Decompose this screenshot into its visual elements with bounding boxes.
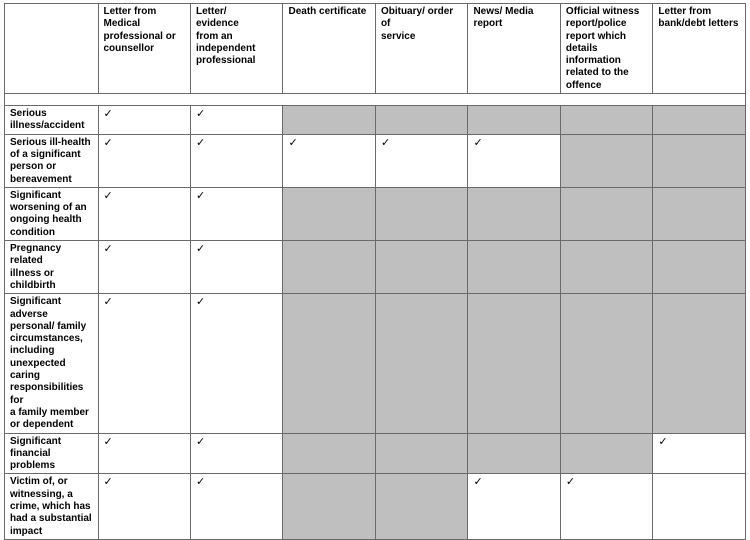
column-header-line: Obituary/ order <box>380 6 454 17</box>
checkmark-icon: ✓ <box>288 136 298 149</box>
column-header-line: professional or <box>103 30 176 42</box>
checkmark-icon: ✓ <box>103 435 113 448</box>
column-header-line: report/police <box>565 18 627 30</box>
shaded-cell <box>560 187 652 240</box>
checked-cell <box>98 433 190 474</box>
row-label <box>5 106 99 135</box>
header-row <box>5 4 746 94</box>
column-header-line: Letter from <box>658 6 712 17</box>
shaded-cell <box>560 106 652 135</box>
checkmark-icon: ✓ <box>380 136 391 149</box>
evidence-requirements-table <box>4 3 746 540</box>
checkmark-icon: ✓ <box>195 243 206 256</box>
column-header <box>653 4 746 94</box>
column-header-line: Medical <box>103 18 141 30</box>
column-header <box>190 4 282 94</box>
row-label <box>5 134 99 187</box>
column-header-line: bank/debt letters <box>658 18 739 30</box>
table-row <box>5 106 746 135</box>
column-header-line: Official witness <box>565 6 640 17</box>
checkmark-icon: ✓ <box>103 476 113 489</box>
shaded-cell <box>468 241 560 294</box>
checked-cell <box>283 134 375 187</box>
column-header-line: Letter/ <box>195 6 227 17</box>
checked-cell <box>190 106 282 135</box>
row-label-line: illness or childbirth <box>10 267 56 291</box>
column-header-line: News/ Media <box>473 6 534 17</box>
checked-cell <box>98 134 190 187</box>
column-header-line: counsellor <box>103 42 155 54</box>
checkmark-icon: ✓ <box>195 476 206 489</box>
row-label <box>5 294 99 433</box>
table-row <box>5 474 746 539</box>
checked-cell <box>98 187 190 240</box>
row-label-line: condition <box>10 226 55 238</box>
column-header <box>375 4 467 94</box>
row-label-line: witnessing, a <box>10 488 73 500</box>
shaded-cell <box>375 433 467 474</box>
shaded-cell <box>375 474 467 539</box>
checked-cell <box>190 187 282 240</box>
shaded-cell <box>283 294 375 433</box>
row-label-line: Significant adverse <box>10 296 62 320</box>
column-header <box>468 4 560 94</box>
checkmark-icon: ✓ <box>658 435 668 448</box>
shaded-cell <box>653 187 746 240</box>
column-header-line: details <box>565 42 598 54</box>
column-header-line: service <box>380 30 416 42</box>
checkmark-icon: ✓ <box>195 136 206 149</box>
row-label-line: Significant <box>10 435 62 447</box>
row-label <box>5 187 99 240</box>
checkmark-icon: ✓ <box>195 296 206 309</box>
row-label-line: person or <box>10 161 57 173</box>
shaded-cell <box>468 294 560 433</box>
checked-cell <box>468 134 560 187</box>
checked-cell <box>98 106 190 135</box>
column-header-line: report <box>473 18 503 30</box>
row-label-line: had a substantial <box>10 513 92 525</box>
shaded-cell <box>375 241 467 294</box>
row-label-line: worsening of an <box>10 202 87 214</box>
row-label <box>5 474 99 539</box>
checked-cell <box>98 474 190 539</box>
shaded-cell <box>468 106 560 135</box>
shaded-cell <box>653 106 746 135</box>
row-label-line: ongoing health <box>10 214 82 226</box>
shaded-cell <box>653 294 746 433</box>
checkmark-icon: ✓ <box>195 435 206 448</box>
row-label-line: a family member <box>10 406 89 418</box>
shaded-cell <box>653 134 746 187</box>
shaded-cell <box>283 241 375 294</box>
table-row <box>5 134 746 187</box>
column-header-line: evidence <box>195 18 239 30</box>
row-label-line: illness/accident <box>10 120 85 132</box>
row-label-line: or dependent <box>10 419 74 431</box>
column-header-line: of <box>380 18 391 30</box>
row-label-line: unexpected caring <box>10 357 66 382</box>
table-row <box>5 294 746 433</box>
shaded-cell <box>468 187 560 240</box>
checked-cell <box>190 474 282 539</box>
row-label-line: bereavement <box>10 173 72 185</box>
column-header-line: related to the <box>565 67 629 79</box>
row-label-line: Pregnancy related <box>10 243 62 267</box>
shaded-cell <box>283 433 375 474</box>
checkmark-icon: ✓ <box>195 189 206 202</box>
checked-cell <box>468 474 560 539</box>
checkmark-icon: ✓ <box>195 108 206 121</box>
shaded-cell <box>560 294 652 433</box>
column-header <box>560 4 652 94</box>
row-label-line: of a significant <box>10 148 81 160</box>
checkmark-icon: ✓ <box>103 136 113 149</box>
checkmark-icon: ✓ <box>103 243 113 256</box>
row-label <box>5 433 99 474</box>
shaded-cell <box>560 134 652 187</box>
checked-cell <box>98 294 190 433</box>
spacer-row <box>5 94 746 106</box>
row-label-line: Serious <box>10 108 47 120</box>
column-header-line: offence <box>565 79 602 91</box>
checked-cell <box>190 241 282 294</box>
shaded-cell <box>468 433 560 474</box>
row-label-line: responsibilities for <box>10 382 84 406</box>
shaded-cell <box>375 294 467 433</box>
checked-cell <box>653 433 746 474</box>
column-header-line: from an <box>195 30 233 42</box>
shaded-cell <box>375 106 467 135</box>
column-header-line: Letter from <box>103 6 157 17</box>
row-label-line: circumstances, <box>10 333 83 345</box>
checked-cell <box>560 474 652 539</box>
checkmark-icon: ✓ <box>103 296 113 309</box>
spacer-cell <box>5 94 746 106</box>
checked-cell <box>190 294 282 433</box>
shaded-cell <box>560 241 652 294</box>
row-label <box>5 241 99 294</box>
checked-cell <box>98 241 190 294</box>
shaded-cell <box>560 433 652 474</box>
checkmark-icon: ✓ <box>103 189 113 202</box>
shaded-cell <box>283 187 375 240</box>
row-label-line: Serious ill-health <box>10 136 91 148</box>
shaded-cell <box>283 474 375 539</box>
table-row <box>5 241 746 294</box>
empty-cell <box>653 474 746 539</box>
shaded-cell <box>653 241 746 294</box>
checkmark-icon: ✓ <box>473 136 483 149</box>
table-row <box>5 187 746 240</box>
column-header-line: information <box>565 55 621 67</box>
checkmark-icon: ✓ <box>103 108 113 121</box>
column-header-line: report which <box>565 30 626 42</box>
table-row <box>5 433 746 474</box>
checked-cell <box>190 134 282 187</box>
column-header <box>283 4 375 94</box>
shaded-cell <box>375 187 467 240</box>
column-header-line: Death certificate <box>288 6 367 17</box>
row-label-line: financial problems <box>10 447 56 472</box>
checkmark-icon: ✓ <box>473 476 483 489</box>
row-label-line: impact <box>10 525 43 537</box>
row-label-line: crime, which has <box>10 500 91 512</box>
column-header <box>98 4 190 94</box>
shaded-cell <box>283 106 375 135</box>
checkmark-icon: ✓ <box>565 476 576 489</box>
checked-cell <box>190 433 282 474</box>
row-label-line: Significant <box>10 189 62 201</box>
row-label-line: personal/ family <box>10 320 87 332</box>
row-label-line: Victim of, or <box>10 476 68 488</box>
column-header-line: independent <box>195 42 256 54</box>
header-corner-cell <box>5 4 99 94</box>
table-body <box>5 94 746 540</box>
row-label-line: including <box>10 345 55 357</box>
checked-cell <box>375 134 467 187</box>
column-header-line: professional <box>195 55 256 67</box>
